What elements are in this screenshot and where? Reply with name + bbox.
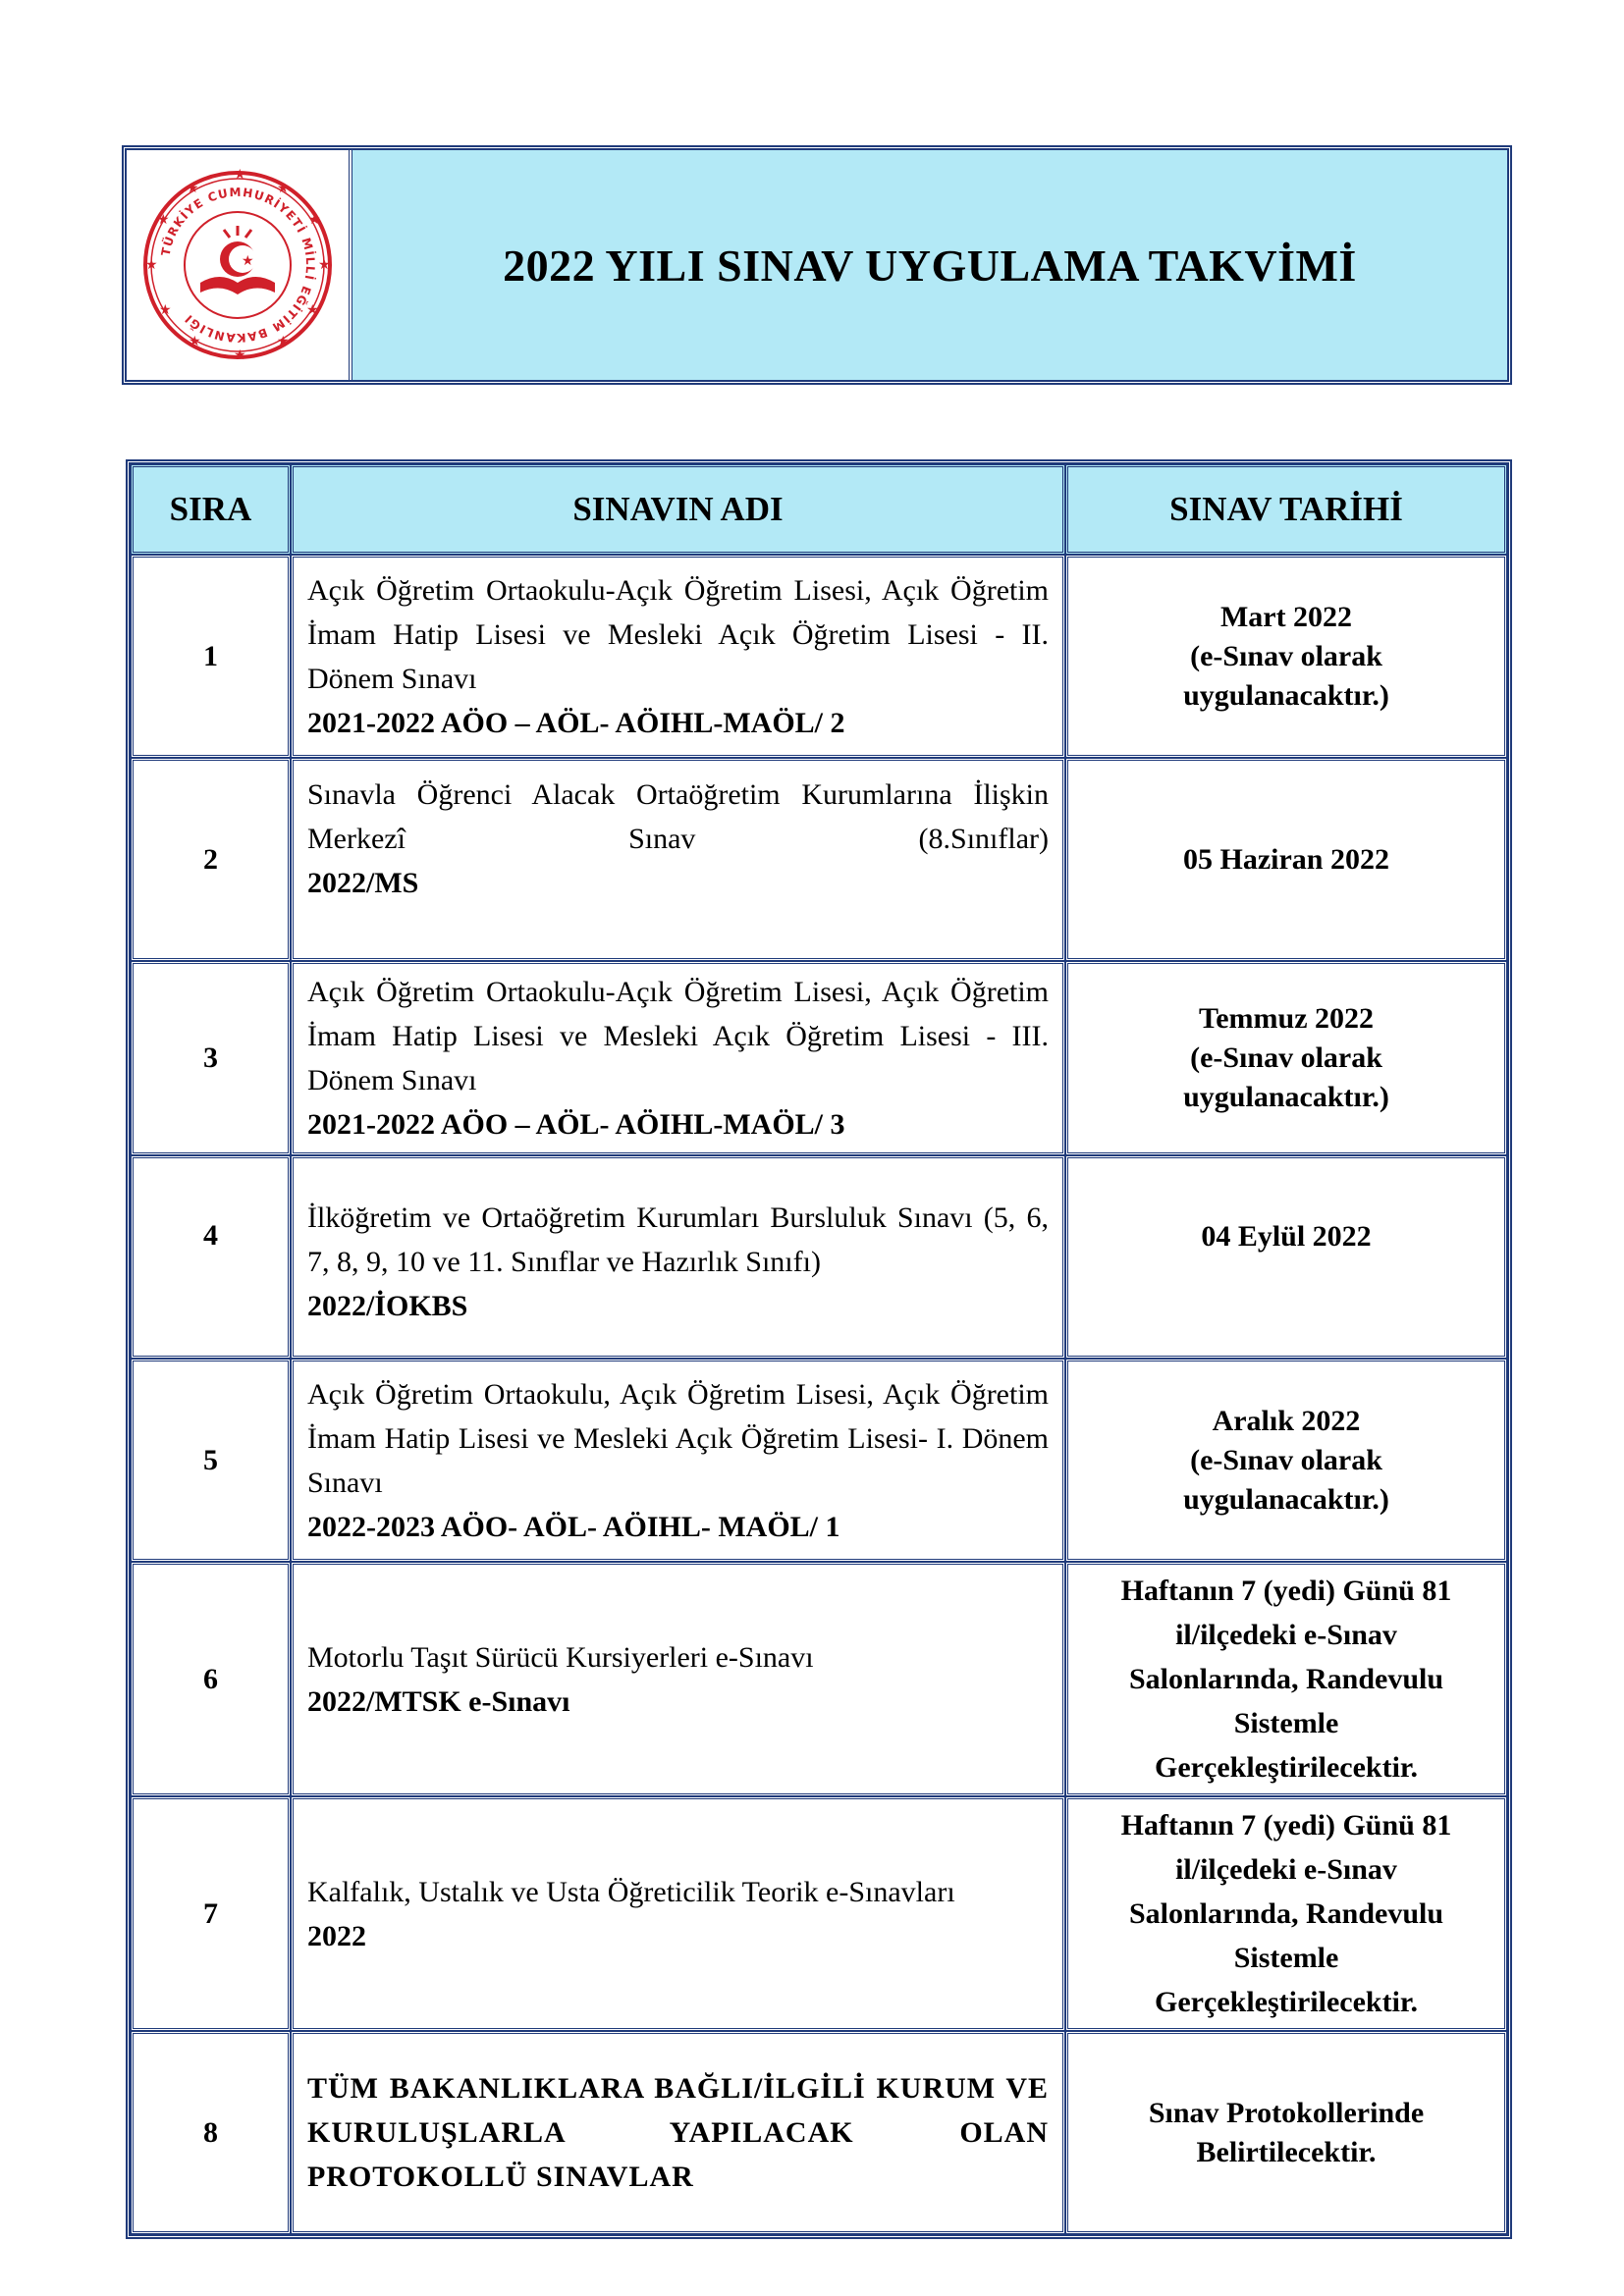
exam-description: Açık Öğretim Ortaokulu-Açık Öğretim Lisesi, Açık Öğretim İmam Hatip Lisesi ve Mesleki Açık Öğretim Lisesi - II. Dönem Sınavı — [306, 573, 1050, 695]
exam-description: Motorlu Taşıt Sürücü Kursiyerleri e-Sınavı — [306, 1640, 814, 1674]
exam-code: 2021-2022 AÖO – AÖL- AÖIHL-MAÖL/ 3 — [306, 1108, 845, 1141]
header-sira: SIRA — [131, 464, 291, 555]
row-number: 5 — [131, 1359, 291, 1562]
exam-date-line: Haftanın 7 (yedi) Günü 81 — [1120, 1809, 1452, 1842]
exam-description: İlköğretim ve Ortaöğretim Kurumları Bursluluk Sınavı (5, 6, 7, 8, 9, 10 ve 11. Sınıflar ve Hazırlık Sınıfı) — [306, 1201, 1050, 1278]
row-number: 6 — [131, 1562, 291, 1796]
svg-text:★: ★ — [242, 253, 254, 269]
exam-description: Kalfalık, Ustalık ve Usta Öğreticilik Teorik e-Sınavları — [306, 1875, 955, 1908]
meb-logo-icon — [139, 167, 336, 363]
exam-name-cell — [291, 1562, 1065, 1796]
table-row — [131, 1155, 1507, 1359]
header-sinav-adi: SINAVIN ADI — [291, 464, 1065, 555]
table-row — [131, 758, 1507, 961]
exam-schedule-table — [126, 459, 1512, 2239]
exam-date-line: 05 Haziran 2022 — [1183, 842, 1389, 876]
exam-date-line: Sınav Protokollerinde — [1148, 2096, 1425, 2129]
exam-name-cell — [291, 1359, 1065, 1562]
logo-cell — [127, 150, 352, 380]
exam-date-line: uygulanacaktır.) — [1183, 678, 1389, 712]
svg-text:★: ★ — [234, 347, 246, 363]
row-number: 1 — [131, 555, 291, 758]
exam-code: 2022/İOKBS — [306, 1290, 468, 1322]
title-cell — [352, 150, 1507, 380]
exam-name-cell — [291, 1796, 1065, 2031]
exam-date-line: Gerçekleştirilecektir. — [1155, 1751, 1418, 1784]
page-title: 2022 YILI SINAV UYGULAMA TAKVİMİ — [503, 240, 1357, 291]
row-number: 8 — [131, 2031, 291, 2234]
exam-date-line: 04 Eylül 2022 — [1201, 1220, 1372, 1253]
exam-date-cell — [1065, 1359, 1507, 1562]
svg-text:★: ★ — [318, 257, 331, 273]
exam-date-line: Salonlarında, Randevulu — [1128, 1663, 1444, 1695]
exam-date-line: Aralık 2022 — [1212, 1404, 1361, 1437]
table-row — [131, 1562, 1507, 1796]
exam-date-line: uygulanacaktır.) — [1183, 1482, 1389, 1516]
svg-text:★: ★ — [159, 302, 172, 318]
exam-description: Sınavla Öğrenci Alacak Ortaöğretim Kurumlarına İlişkin Merkezî Sınav (8.Sınıflar) — [306, 778, 1050, 855]
exam-name-cell — [291, 1155, 1065, 1359]
exam-date-line: uygulanacaktır.) — [1183, 1081, 1389, 1113]
exam-name-cell — [291, 555, 1065, 758]
exam-date-line: Salonlarında, Randevulu — [1128, 1897, 1444, 1930]
header-block — [122, 145, 1512, 385]
svg-text:★: ★ — [277, 181, 290, 196]
exam-date-line: (e-Sınav olarak — [1190, 639, 1382, 672]
exam-name-cell — [291, 758, 1065, 961]
exam-date-line: Haftanın 7 (yedi) Günü 81 — [1120, 1575, 1452, 1607]
exam-date-line: Mart 2022 — [1219, 600, 1353, 633]
exam-date-line: Gerçekleştirilecektir. — [1155, 1986, 1418, 2018]
svg-text:★: ★ — [145, 257, 158, 273]
row-number: 4 — [131, 1155, 291, 1359]
header-sinav-tarihi: SINAV TARİHİ — [1065, 464, 1507, 555]
svg-text:★: ★ — [157, 212, 170, 228]
svg-text:★: ★ — [187, 181, 199, 196]
svg-text:★: ★ — [277, 334, 290, 349]
exam-code: 2021-2022 AÖO – AÖL- AÖIHL-MAÖL/ 2 — [306, 706, 845, 739]
logo-ring-text: TÜRKİYE CUMHURİYETİ MİLLİ EĞİTİM BAKANLIĞI — [158, 185, 318, 346]
table-row — [131, 961, 1507, 1155]
table-row — [131, 1796, 1507, 2031]
exam-date-cell — [1065, 1562, 1507, 1796]
table-header-row — [131, 464, 1507, 555]
exam-date-line: Temmuz 2022 — [1198, 1002, 1375, 1035]
svg-text:★: ★ — [189, 334, 201, 349]
row-number: 2 — [131, 758, 291, 961]
row-number: 7 — [131, 1796, 291, 2031]
exam-date-cell — [1065, 961, 1507, 1155]
table-row — [131, 1359, 1507, 1562]
exam-description: Açık Öğretim Ortaokulu, Açık Öğretim Lisesi, Açık Öğretim İmam Hatip Lisesi ve Mesleki Açık Öğretim Lisesi- I. Dönem Sınavı — [306, 1377, 1050, 1499]
exam-code: 2022-2023 AÖO- AÖL- AÖIHL- MAÖL/ 1 — [306, 1510, 840, 1543]
exam-code: 2022/MS — [306, 867, 419, 899]
exam-description: Açık Öğretim Ortaokulu-Açık Öğretim Lisesi, Açık Öğretim İmam Hatip Lisesi ve Mesleki Açık Öğretim Lisesi - III. Dönem Sınavı — [306, 976, 1050, 1096]
svg-text:★: ★ — [234, 167, 246, 183]
exam-date-line: Belirtilecektir. — [1196, 2135, 1377, 2168]
exam-date-cell — [1065, 758, 1507, 961]
svg-text:★: ★ — [308, 212, 321, 228]
exam-name-cell — [291, 961, 1065, 1155]
row-number: 3 — [131, 961, 291, 1155]
exam-date-cell — [1065, 1155, 1507, 1359]
exam-date-cell — [1065, 1796, 1507, 2031]
exam-name-cell — [291, 2031, 1065, 2234]
exam-code: 2022 — [306, 1919, 366, 1952]
exam-date-cell — [1065, 555, 1507, 758]
table-row — [131, 555, 1507, 758]
exam-description: TÜM BAKANLIKLARA BAĞLI/İLGİLİ KURUM VE KURULUŞLARLA YAPILACAK OLAN PROTOKOLLÜ SINAVLAR — [306, 2072, 1050, 2193]
exam-date-line: (e-Sınav olarak — [1190, 1443, 1382, 1476]
exam-date-line: il/ilçedeki e-Sınav — [1175, 1619, 1397, 1651]
exam-date-cell — [1065, 2031, 1507, 2234]
exam-date-line: (e-Sınav olarak — [1190, 1041, 1382, 1074]
exam-code: 2022/MTSK e-Sınavı — [306, 1684, 570, 1718]
exam-date-line: Sistemle — [1233, 1942, 1339, 1974]
exam-date-line: Sistemle — [1233, 1707, 1339, 1739]
exam-date-line: il/ilçedeki e-Sınav — [1175, 1853, 1397, 1886]
svg-text:★: ★ — [306, 302, 319, 318]
table-row — [131, 2031, 1507, 2234]
